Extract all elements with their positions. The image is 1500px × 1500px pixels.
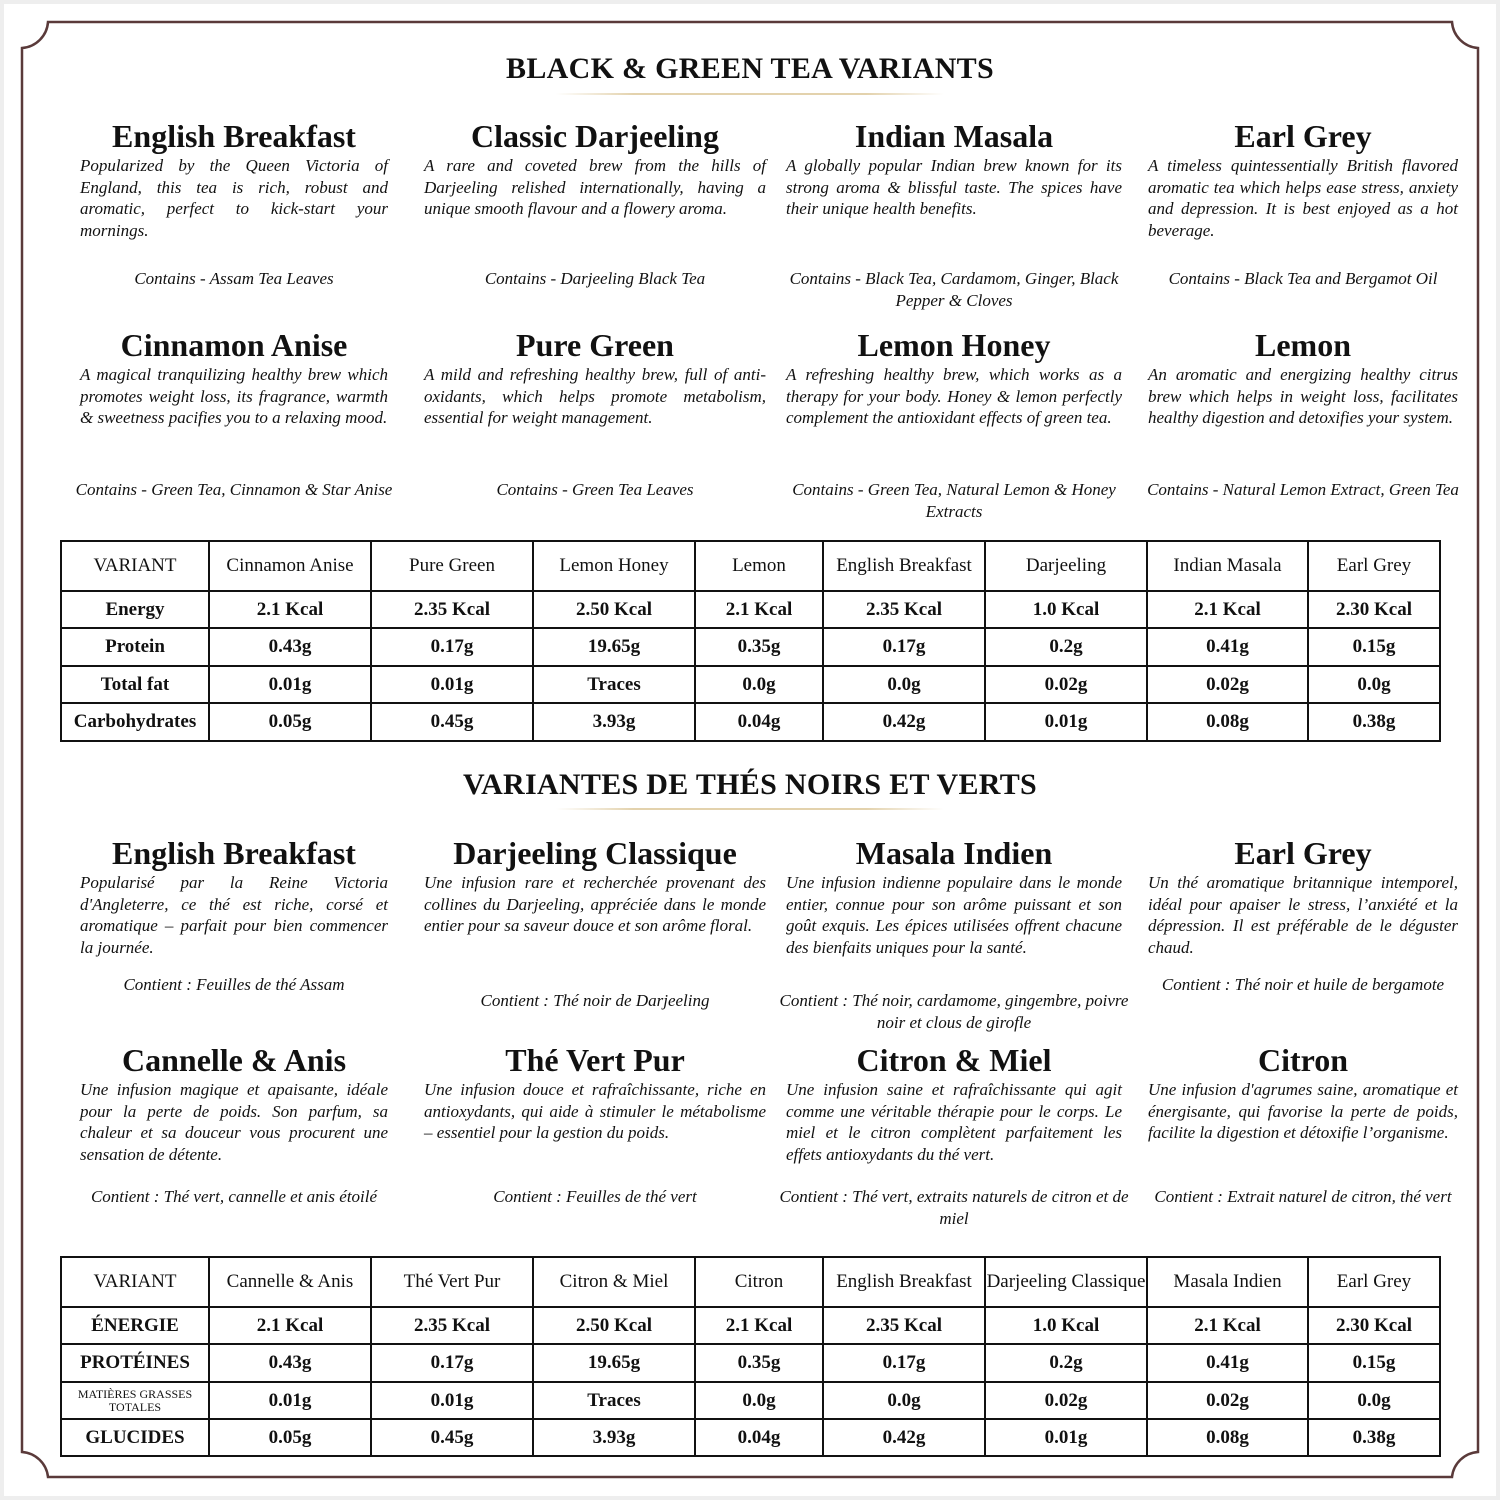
table-cell: 0.0g — [823, 1382, 985, 1419]
column-header: Citron & Miel — [533, 1257, 695, 1307]
tea-ingredients: Contains - Green Tea, Natural Lemon & Honey Extracts — [792, 480, 1116, 521]
tea-description: Une infusion indienne populaire dans le monde entier, connue pour son arôme puissant et son goût exquis. Les épices utilisées offrent chacune des bienfaits uniques pour la santé. — [786, 873, 1122, 957]
tea-name: Pure Green — [516, 327, 674, 363]
tea-ingredients: Contains - Darjeeling Black Tea — [484, 269, 706, 288]
row-label: Total fat — [61, 666, 209, 703]
table-cell: 2.35 Kcal — [823, 591, 985, 628]
column-header: Indian Masala — [1147, 541, 1308, 591]
tea-card — [424, 117, 766, 288]
tea-card — [75, 326, 393, 499]
tea-description: Une infusion rare et recherchée provenant des collines du Darjeeling, appréciée dans le monde entier pour sa saveur douce et son arôme floral. — [424, 873, 766, 936]
table-cell: 0.0g — [1308, 1382, 1440, 1419]
tea-name: Lemon — [1255, 327, 1351, 363]
table-cell: 2.35 Kcal — [371, 591, 533, 628]
table-cell: 2.35 Kcal — [823, 1307, 985, 1344]
tea-name: Thé Vert Pur — [505, 1042, 685, 1078]
table-cell: 0.35g — [695, 628, 823, 666]
tea-name: Citron & Miel — [856, 1042, 1052, 1078]
tea-description: A timeless quintessentially British flavored aromatic tea which helps ease stress, anxiety and depression. It is best enjoyed as a hot beverage. — [1148, 156, 1458, 240]
column-header: Lemon — [695, 541, 823, 591]
table-cell: 0.42g — [823, 1419, 985, 1456]
table-cell: 0.17g — [823, 1344, 985, 1382]
tea-description: A mild and refreshing healthy brew, full of anti-oxidants, which helps promote metabolism, essential for weight management. — [424, 365, 766, 428]
row-label: ÉNERGIE — [61, 1307, 209, 1344]
english-section-title: BLACK & GREEN TEA VARIANTS — [506, 52, 994, 85]
tea-card — [424, 1041, 766, 1206]
column-header: Earl Grey — [1308, 1257, 1440, 1307]
table-cell: 2.1 Kcal — [695, 1307, 823, 1344]
table-cell: 0.2g — [985, 628, 1147, 666]
column-header: Darjeeling Classique — [985, 1257, 1147, 1307]
tea-ingredients: Contient : Extrait naturel de citron, thé vert — [1154, 1187, 1452, 1206]
tea-description: Une infusion d'agrumes saine, aromatique et énergisante, qui favorise la perte de poids, facilite la digestion et détoxifie l’organisme. — [1148, 1080, 1458, 1143]
table-cell: Traces — [533, 666, 695, 703]
table-cell: 0.08g — [1147, 703, 1308, 741]
table-cell: 0.0g — [823, 666, 985, 703]
column-header: English Breakfast — [823, 541, 985, 591]
column-header: Pure Green — [371, 541, 533, 591]
table-cell: 0.01g — [985, 703, 1147, 741]
table-cell: 2.35 Kcal — [371, 1307, 533, 1344]
tea-ingredients: Contient : Feuilles de thé Assam — [123, 975, 345, 994]
row-label: Protein — [61, 628, 209, 666]
tea-name: Citron — [1257, 1042, 1349, 1078]
tea-card — [1148, 117, 1458, 288]
tea-name: Lemon Honey — [857, 327, 1051, 363]
table-row — [61, 703, 1440, 741]
table-cell: 2.1 Kcal — [209, 1307, 371, 1344]
tea-card — [779, 1041, 1129, 1228]
table-row — [61, 1307, 1440, 1344]
table-cell: 3.93g — [533, 1419, 695, 1456]
table-cell: 0.01g — [209, 1382, 371, 1419]
tea-ingredients: Contains - Black Tea and Bergamot Oil — [1168, 269, 1438, 288]
row-label: Energy — [61, 591, 209, 628]
table-cell: 0.45g — [371, 1419, 533, 1456]
tea-card — [80, 117, 388, 288]
column-header: Masala Indien — [1147, 1257, 1308, 1307]
table-cell: 0.01g — [985, 1419, 1147, 1456]
table-cell: 0.15g — [1308, 1344, 1440, 1382]
column-header: Cannelle & Anis — [209, 1257, 371, 1307]
table-row — [61, 666, 1440, 703]
tea-card — [786, 326, 1122, 521]
table-cell: 0.38g — [1308, 703, 1440, 741]
table-cell: 0.05g — [209, 703, 371, 741]
table-cell: 0.2g — [985, 1344, 1147, 1382]
table-cell: 0.0g — [1308, 666, 1440, 703]
tea-description: Une infusion magique et apaisante, idéale pour la perte de poids. Son parfum, sa chaleur et sa douceur vous procurent une sensation de détente. — [80, 1080, 388, 1164]
tea-ingredients: Contains - Black Tea, Cardamom, Ginger, Black Pepper & Cloves — [789, 269, 1119, 310]
tea-ingredients: Contains - Assam Tea Leaves — [134, 269, 334, 288]
table-cell: 0.42g — [823, 703, 985, 741]
tea-card — [424, 326, 766, 499]
column-header: English Breakfast — [823, 1257, 985, 1307]
table-cell: 0.43g — [209, 628, 371, 666]
table-cell: 0.02g — [985, 1382, 1147, 1419]
tea-card — [424, 834, 766, 1010]
table-cell: 0.0g — [695, 666, 823, 703]
table-cell: 0.17g — [371, 628, 533, 666]
tea-description: Une infusion douce et rafraîchissante, riche en antioxydants, qui aide à stimuler le métabolisme – essentiel pour la gestion du poids. — [424, 1080, 766, 1143]
table-cell: 0.45g — [371, 703, 533, 741]
tea-ingredients: Contains - Natural Lemon Extract, Green Tea — [1147, 480, 1459, 499]
english-nutrition-table — [60, 540, 1441, 742]
table-cell: 2.1 Kcal — [1147, 591, 1308, 628]
table-cell: 0.0g — [695, 1382, 823, 1419]
table-cell: 0.35g — [695, 1344, 823, 1382]
tea-name: Cannelle & Anis — [121, 1042, 347, 1078]
tea-name: Earl Grey — [1234, 118, 1372, 154]
tea-description: Un thé aromatique britannique intemporel, idéal pour apaiser le stress, l’anxiété et la dépression. Il est préférable de le déguster chaud. — [1148, 873, 1458, 957]
table-cell: 1.0 Kcal — [985, 591, 1147, 628]
table-cell: 0.02g — [1147, 666, 1308, 703]
tea-description: Popularized by the Queen Victoria of England, this tea is rich, robust and aromatic, perfect to kick-start your mornings. — [80, 156, 388, 240]
table-cell: 2.50 Kcal — [533, 1307, 695, 1344]
table-row — [61, 1382, 1440, 1419]
tea-ingredients: Contains - Green Tea Leaves — [496, 480, 694, 499]
tea-ingredients: Contient : Thé noir et huile de bergamote — [1161, 975, 1445, 994]
tea-ingredients: Contient : Thé noir de Darjeeling — [480, 991, 710, 1010]
table-cell: 0.02g — [1147, 1382, 1308, 1419]
row-label: GLUCIDES — [61, 1419, 209, 1456]
table-cell: 3.93g — [533, 703, 695, 741]
table-cell: 0.15g — [1308, 628, 1440, 666]
tea-description: A rare and coveted brew from the hills of Darjeeling relished internationally, having a unique smooth flavour and a flowery aroma. — [424, 156, 766, 219]
column-header: Cinnamon Anise — [209, 541, 371, 591]
table-cell: 2.30 Kcal — [1308, 591, 1440, 628]
column-header: VARIANT — [61, 541, 209, 591]
tea-name: Indian Masala — [854, 118, 1054, 154]
table-cell: 19.65g — [533, 628, 695, 666]
column-header: Thé Vert Pur — [371, 1257, 533, 1307]
title-divider — [556, 93, 944, 95]
tea-card — [779, 834, 1129, 1032]
tea-name: Earl Grey — [1234, 835, 1372, 871]
tea-name: Cinnamon Anise — [120, 327, 348, 363]
table-row — [61, 1419, 1440, 1456]
tea-ingredients: Contient : Thé vert, extraits naturels de citron et de miel — [779, 1187, 1129, 1228]
tea-card — [80, 834, 388, 994]
table-row — [61, 1344, 1440, 1382]
tea-description: Popularisé par la Reine Victoria d'Angleterre, ce thé est riche, corsé et aromatique – parfait pour bien commencer la journée. — [80, 873, 388, 957]
tea-ingredients: Contient : Thé vert, cannelle et anis étoilé — [90, 1187, 378, 1206]
tea-name: Classic Darjeeling — [471, 118, 719, 154]
tea-card — [1148, 834, 1458, 994]
french-nutrition-table — [60, 1256, 1441, 1457]
tea-card — [1148, 1041, 1458, 1206]
table-header-row — [61, 1257, 1440, 1307]
table-row — [61, 591, 1440, 628]
title-divider — [556, 808, 944, 810]
table-cell: 0.17g — [823, 628, 985, 666]
tea-description: A globally popular Indian brew known for its strong aroma & blissful taste. The spices have their unique health benefits. — [786, 156, 1122, 219]
row-label: PROTÉINES — [61, 1344, 209, 1382]
table-row — [61, 628, 1440, 666]
tea-card — [1147, 326, 1459, 499]
table-cell: 2.1 Kcal — [1147, 1307, 1308, 1344]
table-cell: 0.04g — [695, 703, 823, 741]
tea-name: English Breakfast — [112, 118, 356, 154]
table-cell: 0.02g — [985, 666, 1147, 703]
tea-ingredients: Contient : Thé noir, cardamome, gingembre, poivre noir et clous de girofle — [779, 991, 1129, 1032]
table-cell: 0.01g — [209, 666, 371, 703]
row-label: MATIÈRES GRASSES TOTALES — [61, 1382, 209, 1419]
table-cell: 0.17g — [371, 1344, 533, 1382]
tea-name: Masala Indien — [855, 835, 1053, 871]
table-cell: 0.41g — [1147, 1344, 1308, 1382]
tea-ingredients: Contient : Feuilles de thé vert — [493, 1187, 697, 1206]
french-section-title: VARIANTES DE THÉS NOIRS ET VERTS — [462, 768, 1038, 801]
tea-ingredients: Contains - Green Tea, Cinnamon & Star Anise — [75, 480, 393, 499]
table-cell: 2.1 Kcal — [209, 591, 371, 628]
table-cell: 1.0 Kcal — [985, 1307, 1147, 1344]
table-cell: 0.41g — [1147, 628, 1308, 666]
tea-name: Darjeeling Classique — [453, 835, 737, 871]
column-header: Darjeeling — [985, 541, 1147, 591]
column-header: Earl Grey — [1308, 541, 1440, 591]
table-cell: 2.50 Kcal — [533, 591, 695, 628]
table-cell: Traces — [533, 1382, 695, 1419]
table-cell: 0.05g — [209, 1419, 371, 1456]
table-header-row — [61, 541, 1440, 591]
tea-description: A refreshing healthy brew, which works as a therapy for your body. Honey & lemon perfectly complement the antioxidant effects of green tea. — [786, 365, 1122, 428]
tea-card — [786, 117, 1122, 310]
table-cell: 0.01g — [371, 1382, 533, 1419]
column-header: Lemon Honey — [533, 541, 695, 591]
tea-description: Une infusion saine et rafraîchissante qui agit comme une véritable thérapie pour le corps. Le miel et le citron complètent parfaitement les effets antioxydants du thé vert. — [786, 1080, 1122, 1164]
column-header: Citron — [695, 1257, 823, 1307]
table-cell: 0.01g — [371, 666, 533, 703]
table-cell: 2.30 Kcal — [1308, 1307, 1440, 1344]
table-cell: 0.43g — [209, 1344, 371, 1382]
table-cell: 0.38g — [1308, 1419, 1440, 1456]
row-label: Carbohydrates — [61, 703, 209, 741]
tea-name: English Breakfast — [112, 835, 356, 871]
tea-description: A magical tranquilizing healthy brew which promotes weight loss, its fragrance, warmth & sweetness pacifies you to a relaxing mood. — [80, 365, 388, 428]
table-cell: 2.1 Kcal — [695, 591, 823, 628]
table-cell: 19.65g — [533, 1344, 695, 1382]
tea-card — [80, 1041, 388, 1206]
table-cell: 0.08g — [1147, 1419, 1308, 1456]
column-header: VARIANT — [61, 1257, 209, 1307]
tea-description: An aromatic and energizing healthy citrus brew which helps in weight loss, facilitates healthy digestion and detoxifies your system. — [1148, 365, 1458, 428]
table-cell: 0.04g — [695, 1419, 823, 1456]
